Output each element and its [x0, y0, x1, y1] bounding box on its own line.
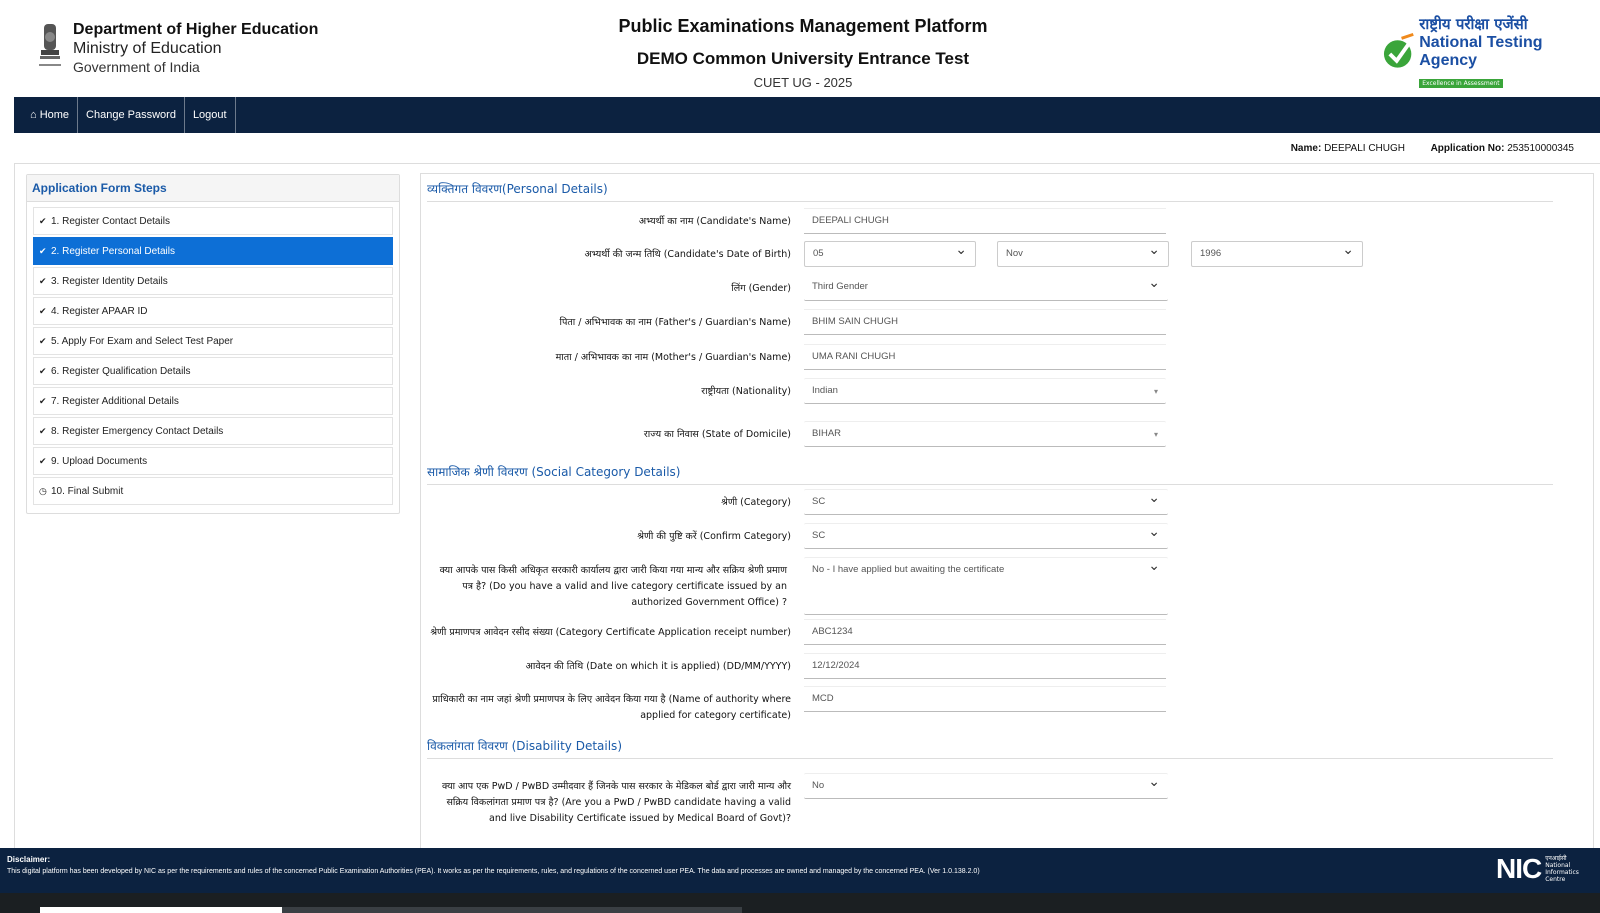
- step-item-qualification[interactable]: [33, 357, 393, 385]
- mother-name-field[interactable]: UMA RANI CHUGH: [804, 344, 1166, 370]
- nic-line2: Informatics: [1545, 869, 1579, 876]
- category-certificate-label: क्या आपके पास किसी अधिकृत सरकारी कार्यालय द्वारा जारी किया गया मान्य और सक्रिय श्रेणी प्रमाण पत्र है? (Do you have a valid and live category certificate issued by an authorized Government Office) ?: [439, 565, 787, 608]
- candidate-name-field[interactable]: DEEPALI CHUGH: [804, 208, 1166, 234]
- nic-logo-text: NIC: [1496, 853, 1542, 884]
- bottom-strip-bar: [282, 907, 742, 913]
- nic-line1: National: [1545, 862, 1571, 869]
- step-label: 5. Apply For Exam and Select Test Paper: [51, 336, 234, 347]
- pwd-select[interactable]: No ⌄: [804, 773, 1168, 799]
- step-item-additional[interactable]: [33, 387, 393, 415]
- step-label: 9. Upload Documents: [51, 456, 148, 467]
- authority-name-field[interactable]: MCD: [804, 686, 1166, 712]
- receipt-number-label: श्रेणी प्रमाणपत्र आवेदन रसीद संख्या (Category Certificate Application receipt number): [430, 627, 791, 638]
- check-circle-icon: ✔: [39, 246, 47, 256]
- domicile-label: राज्य का निवास (State of Domicile): [643, 429, 791, 440]
- category-certificate-select[interactable]: No - I have applied but awaiting the certificate ⌄: [804, 557, 1168, 615]
- platform-title: Public Examinations Management Platform: [618, 16, 988, 36]
- disclaimer-footer: [0, 848, 1600, 893]
- step-item-identity[interactable]: [33, 267, 393, 295]
- step-item-upload[interactable]: [33, 447, 393, 475]
- nav-home-label: Home: [39, 109, 70, 121]
- nic-hindi: एनआईसी: [1545, 855, 1567, 862]
- step-label: 3. Register Identity Details: [51, 276, 168, 287]
- gender-label: लिंग (Gender): [731, 283, 791, 294]
- step-label: 7. Register Additional Details: [51, 396, 179, 407]
- exam-subtitle: CUET UG - 2025: [753, 75, 853, 90]
- application-no: 253510000345: [1507, 143, 1574, 154]
- nav-change-password[interactable]: Change Password: [78, 97, 185, 133]
- dob-year-select[interactable]: 1996 ⌄: [1191, 241, 1363, 267]
- department-block: [35, 20, 318, 77]
- father-name-field[interactable]: BHIM SAIN CHUGH: [804, 309, 1166, 335]
- nav-home[interactable]: [14, 97, 78, 133]
- nta-tagline: Excellence in Assessment: [1419, 79, 1502, 88]
- category-select[interactable]: SC ⌄: [804, 489, 1168, 515]
- sidebar-title: Application Form Steps: [27, 175, 399, 202]
- section-disability: विकलांगता विवरण (Disability Details): [427, 737, 1553, 759]
- nav-logout[interactable]: Logout: [185, 97, 236, 133]
- step-label: 2. Register Personal Details: [51, 246, 175, 257]
- application-steps-sidebar: [26, 174, 400, 514]
- user-name-label: Name:: [1290, 143, 1322, 154]
- personal-details-form: [420, 173, 1594, 849]
- step-item-final-submit[interactable]: [33, 477, 393, 505]
- confirm-category-label: श्रेणी की पुष्टि करें (Confirm Category): [637, 531, 791, 542]
- exam-title: DEMO Common University Entrance Test: [636, 49, 970, 68]
- step-list: [27, 202, 399, 505]
- step-label: 1. Register Contact Details: [51, 216, 170, 227]
- dob-label: अभ्यर्थी की जन्म तिथि (Candidate's Date of Birth): [584, 249, 791, 260]
- category-label: श्रेणी (Category): [721, 497, 791, 508]
- bottom-strip-bar: [40, 907, 282, 913]
- gender-select[interactable]: Third Gender ⌄: [804, 275, 1168, 301]
- nic-logo: [1496, 853, 1579, 885]
- nationality-select[interactable]: Indian ▾: [804, 378, 1166, 404]
- exam-title-block: [500, 16, 1106, 90]
- pwd-label: क्या आप एक PwD / PwBD उम्मीदवार हैं जिनके पास सरकार के मेडिकल बोर्ड द्वारा जारी मान्य और सक्रिय विकलांगता प्रमाण पत्र है? (Are you a PwD / PwBD candidate having a valid and live Disability Certificate issued by Medical Board of Govt)?: [441, 781, 791, 824]
- applied-date-field[interactable]: 12/12/2024: [804, 653, 1166, 679]
- dob-day-select[interactable]: 05 ⌄: [804, 241, 976, 267]
- home-icon: ⌂: [30, 109, 40, 121]
- check-circle-icon: ✔: [39, 306, 47, 316]
- check-circle-icon: ✔: [39, 456, 47, 466]
- domicile-select[interactable]: BIHAR ▾: [804, 421, 1166, 447]
- check-circle-icon: ✔: [39, 396, 47, 406]
- ministry-name: Ministry of Education: [73, 40, 222, 57]
- user-name: DEEPALI CHUGH: [1324, 143, 1406, 154]
- nta-check-icon: [1382, 32, 1415, 72]
- applied-date-label: आवेदन की तिथि (Date on which it is applied) (DD/MM/YYYY): [525, 661, 791, 672]
- candidate-name-label: अभ्यर्थी का नाम (Candidate's Name): [638, 216, 791, 227]
- user-info: [1291, 143, 1574, 154]
- nta-logo: [1382, 14, 1600, 89]
- disclaimer-title: Disclaimer:: [7, 855, 51, 864]
- step-item-personal[interactable]: [33, 237, 393, 265]
- bottom-strip: [0, 893, 1600, 913]
- nationality-label: राष्ट्रीयता (Nationality): [701, 386, 791, 397]
- disclaimer-text: This digital platform has been developed by NIC as per the requirements and rules of the concerned Public Examination Authorities (PEA). It works as per the requirements, rules, and regulations of the concerned user PEA. The data and processes are owned and managed by the concerned PEA. (Ver 1.0.138.2.0): [7, 868, 980, 875]
- step-label: 6. Register Qualification Details: [51, 366, 191, 377]
- check-circle-icon: ✔: [39, 216, 47, 226]
- application-no-label: Application No:: [1430, 143, 1505, 154]
- national-emblem-icon: [35, 20, 65, 76]
- clock-icon: ◷: [39, 486, 47, 496]
- authority-name-label: प्राधिकारी का नाम जहां श्रेणी प्रमाणपत्र के लिए आवेदन किया गया है (Name of authority where applied for category certificate): [432, 694, 791, 721]
- mother-name-label: माता / अभिभावक का नाम (Mother's / Guardian's Name): [555, 352, 791, 363]
- check-circle-icon: ✔: [39, 276, 47, 286]
- receipt-number-field[interactable]: ABC1234: [804, 619, 1166, 645]
- section-social-category: सामाजिक श्रेणी विवरण (Social Category Details): [427, 463, 1553, 485]
- nta-english-name: National Testing Agency: [1419, 34, 1543, 69]
- check-circle-icon: ✔: [39, 336, 47, 346]
- step-item-emergency[interactable]: [33, 417, 393, 445]
- page-header: [0, 0, 1600, 97]
- step-label: 4. Register APAAR ID: [51, 306, 148, 317]
- step-label: 10. Final Submit: [51, 486, 124, 497]
- main-content: [14, 163, 1600, 848]
- main-navbar: [14, 97, 1600, 133]
- father-name-label: पिता / अभिभावक का नाम (Father's / Guardian's Name): [559, 317, 791, 328]
- check-circle-icon: ✔: [39, 426, 47, 436]
- check-circle-icon: ✔: [39, 366, 47, 376]
- step-item-apaar[interactable]: [33, 297, 393, 325]
- nic-line3: Centre: [1545, 876, 1566, 883]
- nta-hindi-name: राष्ट्रीय परीक्षा एजेंसी: [1419, 15, 1528, 33]
- confirm-category-select[interactable]: SC ⌄: [804, 523, 1168, 549]
- step-item-contact[interactable]: [33, 207, 393, 235]
- government-name: Government of India: [73, 59, 200, 75]
- department-name: Department of Higher Education: [73, 21, 319, 38]
- step-item-apply-exam[interactable]: [33, 327, 393, 355]
- nic-subtitle: [1545, 855, 1579, 883]
- dob-month-select[interactable]: Nov ⌄: [997, 241, 1169, 267]
- step-label: 8. Register Emergency Contact Details: [51, 426, 224, 437]
- section-personal-details: व्यक्तिगत विवरण(Personal Details): [427, 180, 1553, 202]
